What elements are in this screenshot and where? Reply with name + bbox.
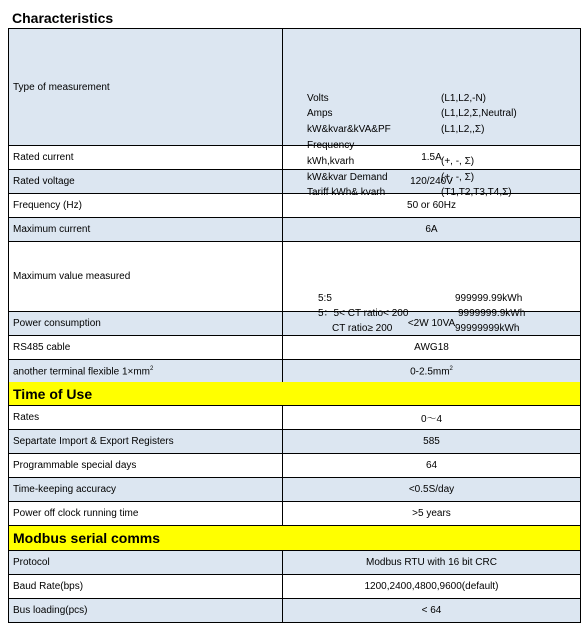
table-row — [9, 502, 581, 526]
row-value: Modbus RTU with 16 bit CRC — [283, 551, 581, 575]
row-label: Programmable special days — [9, 454, 283, 478]
row-value: 120/240V — [283, 170, 581, 194]
list-item: kW&kvar&kVA&PF (L1,L2,,Σ) — [307, 124, 485, 135]
table-row — [9, 599, 581, 623]
row-label: Separtate Import & Export Registers — [9, 430, 283, 454]
table-row — [9, 29, 581, 146]
table-row — [9, 551, 581, 575]
row-label: Baud Rate(bps) — [9, 575, 283, 599]
section-title-time-of-use: Time of Use — [8, 382, 581, 405]
row-value: $0-2.5mm^2$ — [283, 360, 581, 384]
row-value: 64 — [283, 454, 581, 478]
row-value: 1200,2400,4800,9600(default) — [283, 575, 581, 599]
list-item: Tariff kWh& kvarh (T1,T2,T3,T4,Σ) — [307, 187, 512, 198]
row-value: 6A — [283, 218, 581, 242]
row-value: 50 or 60Hz — [283, 194, 581, 218]
table-row — [9, 454, 581, 478]
row-label: RS485 cable — [9, 336, 283, 360]
row-label: Maximum value measured — [9, 242, 283, 312]
list-item: kWh,kvarh (+, -, Σ) — [307, 156, 475, 167]
list-item: Frequency — [307, 140, 355, 151]
row-value: 585 — [283, 430, 581, 454]
section-title-modbus: Modbus serial comms — [8, 526, 581, 550]
modbus-table — [8, 550, 581, 623]
table-row — [9, 242, 581, 312]
row-label: Power consumption — [9, 312, 283, 336]
row-label: Rates — [9, 406, 283, 430]
row-value: < 64 — [283, 599, 581, 623]
row-value: 1.5A — [283, 146, 581, 170]
row-label: Frequency (Hz) — [9, 194, 283, 218]
section-title-characteristics: Characteristics — [8, 7, 581, 28]
row-label: Time-keeping accuracy — [9, 478, 283, 502]
table-row — [9, 430, 581, 454]
row-value: <0.5S/day — [283, 478, 581, 502]
row-label: Maximum current — [9, 218, 283, 242]
row-label: Type of measurement — [9, 29, 283, 146]
row-label: Rated current — [9, 146, 283, 170]
row-value: <2W 10VA — [283, 312, 581, 336]
row-label: Bus loading(pcs) — [9, 599, 283, 623]
time-of-use-table — [8, 405, 581, 526]
list-item: Volts (L1,L2,-N) — [307, 93, 487, 104]
row-label: another terminal flexible $1\times mm^2$ — [9, 360, 283, 384]
characteristics-table — [8, 28, 581, 384]
row-label: Power off clock running time — [9, 502, 283, 526]
table-row — [9, 478, 581, 502]
table-row — [9, 360, 581, 384]
list-item: 5:5 999999.99kWh — [318, 292, 523, 304]
row-value: AWG18 — [283, 336, 581, 360]
row-value: >5 years — [283, 502, 581, 526]
list-item: kW&kvar Demand (+, -, Σ) — [307, 172, 475, 183]
table-row — [9, 218, 581, 242]
list-item: Amps (L1,L2,Σ,Neutral) — [307, 108, 517, 119]
table-row — [9, 575, 581, 599]
list-item: CT ratio≥ 200 99999999kWh — [332, 322, 520, 334]
row-label: Protocol — [9, 551, 283, 575]
table-row — [9, 406, 581, 430]
table-row — [9, 336, 581, 360]
list-item: 5：5< CT ratio< 200 9999999.9kWh — [318, 307, 526, 319]
row-value: 0～4 — [283, 406, 581, 430]
row-label: Rated voltage — [9, 170, 283, 194]
